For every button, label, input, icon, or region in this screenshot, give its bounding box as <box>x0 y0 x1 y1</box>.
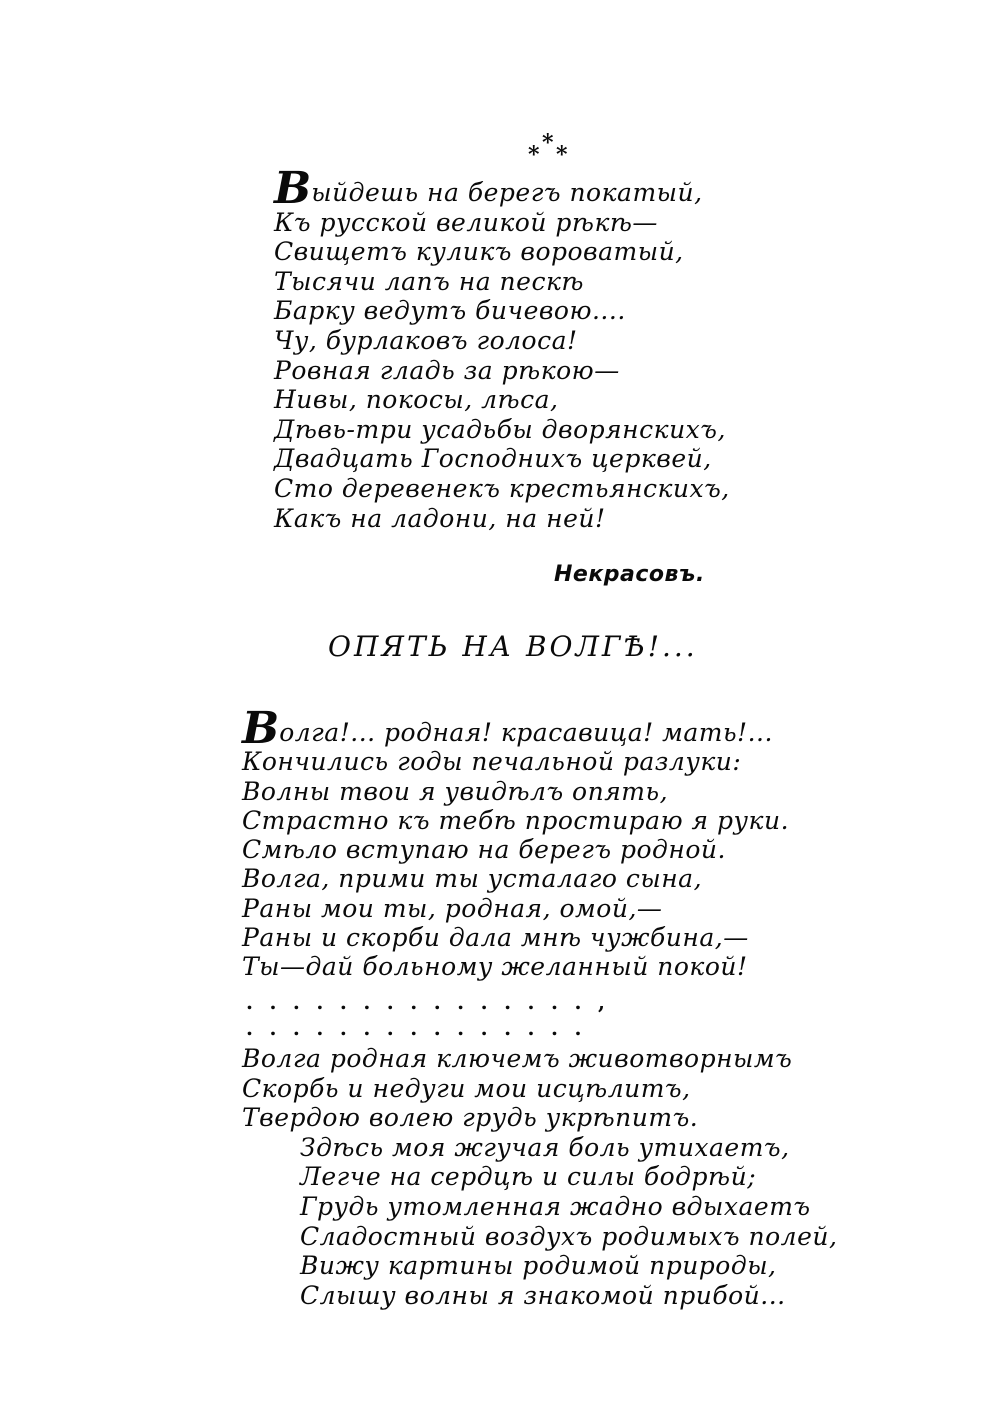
poem-author: Некрасовъ. <box>554 562 705 587</box>
poem-line: Чу, бурлаковъ голоса! <box>274 325 578 355</box>
poem-volga <box>242 703 790 982</box>
poem-line-indented: Слышу волны я знакомой прибой... <box>300 1280 786 1310</box>
poem-title: ОПЯТЬ НА ВОЛГѢ!... <box>328 630 698 663</box>
poem-line-indented: Легче на сердцѣ и силы бодрѣй; <box>300 1162 757 1192</box>
asterism-star-right: * <box>556 142 568 168</box>
poem-line: Волга!... родная! красавица! мать!... <box>242 703 773 754</box>
poem-line: Барку ведутъ бичевою.... <box>274 296 626 326</box>
poem-line: Выйдешь на берегъ покатый, <box>274 163 703 214</box>
poem-line-indented: Вижу картины родимой природы, <box>300 1251 777 1281</box>
poem-line: Смѣло вступаю на берегъ родной. <box>242 835 726 865</box>
poem-line: Раны и скорби дала мнѣ чужбина,— <box>242 923 749 953</box>
poem-line: Волга, прими ты усталаго сына, <box>242 864 703 894</box>
poem-line: Ты—дай больному желанный покой! <box>242 952 748 982</box>
poem-line: Двадцать Господнихъ церквей, <box>274 444 712 474</box>
poem-line: Сто деревенекъ крестьянскихъ, <box>274 473 730 503</box>
asterism-star-left: * <box>528 142 540 168</box>
asterism-star-top: * <box>542 130 554 156</box>
poem-line: Кончились годы печальной разлуки: <box>242 747 742 777</box>
drop-cap: В <box>274 163 312 214</box>
poem-line: Волга родная ключемъ животворнымъ <box>242 1044 793 1073</box>
poem-line: Какъ на ладони, на ней! <box>274 503 606 533</box>
poem-line: Къ русской великой рѣкѣ— <box>274 207 658 237</box>
ellipsis-row: ............... <box>246 1016 598 1040</box>
poem-line: Волны твои я увидѣлъ опять, <box>242 776 669 806</box>
poem-line: Дѣвь-три усадьбы дворянскихъ, <box>274 414 726 444</box>
poem-line: Раны мои ты, родная, омой,— <box>242 893 663 923</box>
poem-line: Тысячи лапъ на пескѣ <box>274 266 584 296</box>
poem-line-indented: Грудь утомленная жадно вдыхаетъ <box>300 1191 811 1221</box>
poem-line: Свищетъ куликъ вороватый, <box>274 237 684 267</box>
poem-line-indented: Сладостный воздухъ родимыхъ полей, <box>300 1221 838 1251</box>
poem-line: Нивы, покосы, лѣса, <box>274 385 559 415</box>
poem-line-indented: Здѣсь моя жгучая боль утихаетъ, <box>300 1132 790 1162</box>
poem-line: Скорбь и недуги мои исцѣлитъ, <box>242 1073 691 1103</box>
poem-line: Твердою волею грудь укрѣпитъ. <box>242 1103 699 1133</box>
poem-line: Страстно къ тебѣ простираю я руки. <box>242 805 790 835</box>
poem-nekrasov <box>274 163 730 533</box>
poem-line: Ровная гладь за рѣкою— <box>274 355 620 385</box>
drop-cap: В <box>242 703 280 754</box>
poem-volga-continued <box>242 1044 837 1310</box>
ellipsis-row: ..............., <box>246 990 622 1014</box>
section-asterism <box>528 130 578 168</box>
